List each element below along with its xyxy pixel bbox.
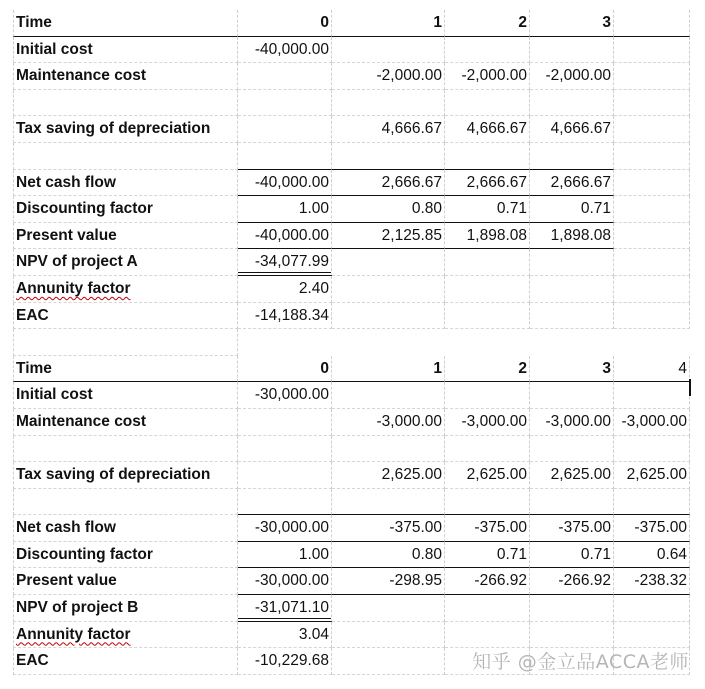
value-cell[interactable]: -2,000.00 [530,63,614,90]
value-cell[interactable]: -10,229.68 [238,648,332,675]
value-cell[interactable] [445,90,530,117]
table-row [13,489,690,516]
value-cell[interactable] [238,143,332,170]
table-row [13,542,690,569]
table-row [13,249,690,276]
table-row [13,37,690,64]
value-cell[interactable]: 1,898.08 [445,223,530,250]
header-label-cell[interactable]: Time [13,10,238,37]
value-cell[interactable]: 0.80 [332,196,445,223]
row-label-cell[interactable]: Initial cost [13,382,238,409]
period-header-cell[interactable]: 1 [332,356,445,383]
value-cell[interactable]: -375.00 [530,515,614,542]
value-cell[interactable] [238,116,332,143]
value-cell[interactable]: -30,000.00 [238,568,332,595]
value-cell[interactable]: -3,000.00 [445,409,530,436]
value-cell[interactable] [332,90,445,117]
value-cell[interactable] [238,90,332,117]
value-cell[interactable]: 1.00 [238,542,332,569]
value-cell[interactable] [445,276,530,303]
value-cell[interactable] [614,382,690,409]
value-cell[interactable] [332,37,445,64]
row-label-cell[interactable] [13,622,238,649]
value-cell[interactable] [614,249,690,276]
table-row [13,223,690,250]
period-header-cell[interactable]: 0 [238,10,332,37]
value-cell[interactable] [445,595,530,622]
value-cell[interactable]: -30,000.00 [238,382,332,409]
spellcheck-underlined-text: Annunity factor [16,279,131,297]
value-cell[interactable] [530,90,614,117]
spellcheck-underlined-text: Annunity factor [16,625,131,643]
value-cell[interactable] [530,436,614,463]
value-cell[interactable] [445,143,530,170]
row-label-cell[interactable]: Net cash flow [13,170,238,197]
table-row [13,462,690,489]
value-cell[interactable] [614,223,690,250]
row-label-cell[interactable]: Initial cost [13,37,238,64]
row-label-cell[interactable]: NPV of project A [13,249,238,276]
value-cell[interactable] [445,303,530,330]
row-label-cell[interactable]: Present value [13,223,238,250]
value-cell[interactable]: 2,666.67 [332,170,445,197]
text-cursor [689,379,691,396]
value-cell[interactable] [614,196,690,223]
value-cell[interactable] [614,63,690,90]
value-cell[interactable]: 2.40 [238,276,332,303]
value-cell[interactable] [530,249,614,276]
row-label-cell[interactable]: Maintenance cost [13,63,238,90]
value-cell[interactable] [445,249,530,276]
value-cell[interactable] [530,622,614,649]
value-cell[interactable]: 2,625.00 [445,462,530,489]
value-cell[interactable]: -375.00 [332,515,445,542]
value-cell[interactable]: 2,666.67 [530,170,614,197]
period-header-cell[interactable]: 3 [530,10,614,37]
value-cell[interactable]: 0.71 [445,542,530,569]
value-cell[interactable] [614,90,690,117]
row-label-cell[interactable]: Tax saving of depreciation [13,116,238,143]
value-cell[interactable]: -40,000.00 [238,223,332,250]
table-row [13,116,690,143]
value-cell[interactable]: -238.32 [614,568,690,595]
value-cell[interactable]: 0.71 [530,196,614,223]
value-cell[interactable]: -3,000.00 [332,409,445,436]
value-cell[interactable] [445,622,530,649]
value-cell[interactable] [238,489,332,516]
period-header-cell[interactable]: 3 [530,356,614,383]
row-label-cell[interactable]: NPV of project B [13,595,238,622]
value-cell[interactable] [614,143,690,170]
table-row [13,196,690,223]
row-label-cell[interactable]: Net cash flow [13,515,238,542]
value-cell[interactable]: -34,077.99 [238,249,332,276]
row-label-cell[interactable]: Discounting factor [13,196,238,223]
value-cell[interactable]: -266.92 [445,568,530,595]
value-cell[interactable]: 4,666.67 [530,116,614,143]
value-cell[interactable] [530,382,614,409]
row-label-cell[interactable] [13,276,238,303]
value-cell[interactable] [332,436,445,463]
table-row [13,568,690,595]
table-row [13,143,690,170]
value-cell[interactable] [445,436,530,463]
value-cell[interactable]: 0.64 [614,542,690,569]
row-label-cell[interactable]: Discounting factor [13,542,238,569]
row-label-cell[interactable]: EAC [13,648,238,675]
value-cell[interactable] [614,170,690,197]
period-header-cell[interactable]: 1 [332,10,445,37]
value-cell[interactable] [614,116,690,143]
value-cell[interactable]: 0.80 [332,542,445,569]
value-cell[interactable] [614,436,690,463]
value-cell[interactable]: -375.00 [614,515,690,542]
value-cell[interactable]: -3,000.00 [530,409,614,436]
value-cell[interactable]: 4,666.67 [445,116,530,143]
value-cell[interactable] [238,436,332,463]
period-header-cell[interactable]: 4 [614,356,690,383]
value-cell[interactable] [530,303,614,330]
value-cell[interactable]: -298.95 [332,568,445,595]
value-cell[interactable]: -31,071.10 [238,595,332,622]
table-row [13,515,690,542]
value-cell[interactable]: 2,625.00 [614,462,690,489]
row-label-cell[interactable]: Maintenance cost [13,409,238,436]
value-cell[interactable]: -375.00 [445,515,530,542]
value-cell[interactable]: 2,625.00 [530,462,614,489]
value-cell[interactable]: -2,000.00 [445,63,530,90]
value-cell[interactable] [530,489,614,516]
value-cell[interactable]: -40,000.00 [238,170,332,197]
header-label-cell[interactable]: Time [13,356,238,383]
value-cell[interactable] [614,489,690,516]
period-header-cell[interactable]: 0 [238,356,332,383]
row-label-cell[interactable] [13,143,238,170]
value-cell[interactable]: -40,000.00 [238,37,332,64]
value-cell[interactable]: -30,000.00 [238,515,332,542]
value-cell[interactable]: -2,000.00 [332,63,445,90]
row-label-cell[interactable]: Tax saving of depreciation [13,462,238,489]
value-cell[interactable] [445,382,530,409]
value-cell[interactable] [445,489,530,516]
value-cell[interactable] [530,276,614,303]
value-cell[interactable] [332,249,445,276]
table-row [13,90,690,117]
value-cell[interactable]: -14,188.34 [238,303,332,330]
value-cell[interactable]: 0.71 [530,542,614,569]
row-label-cell[interactable]: EAC [13,303,238,330]
spreadsheet [13,10,690,675]
value-cell[interactable] [238,409,332,436]
row-label-cell[interactable] [13,436,238,463]
value-cell[interactable] [332,489,445,516]
watermark: 知乎 @金立品ACCA老师 [472,651,689,673]
table-row [13,436,690,463]
value-cell[interactable] [332,276,445,303]
value-cell[interactable] [238,63,332,90]
table-row [13,63,690,90]
value-cell[interactable]: -3,000.00 [614,409,690,436]
value-cell[interactable]: 0.71 [445,196,530,223]
value-cell[interactable] [614,595,690,622]
value-cell[interactable]: -266.92 [530,568,614,595]
row-label-cell[interactable]: Present value [13,568,238,595]
project-b-header-row [13,356,690,383]
value-cell[interactable] [445,37,530,64]
value-cell[interactable]: 2,125.85 [332,223,445,250]
table-row [13,382,690,409]
value-cell[interactable] [530,143,614,170]
value-cell[interactable] [332,595,445,622]
value-cell[interactable] [614,622,690,649]
table-row [13,595,690,622]
value-cell[interactable] [332,303,445,330]
row-label-cell[interactable] [13,489,238,516]
value-cell[interactable]: 1,898.08 [530,223,614,250]
value-cell[interactable] [332,143,445,170]
value-cell[interactable] [332,382,445,409]
value-cell[interactable] [614,303,690,330]
row-label-cell[interactable] [13,90,238,117]
table-row [13,303,690,330]
value-cell[interactable] [238,462,332,489]
spacer-row [13,329,690,356]
period-header-cell[interactable] [614,10,690,37]
period-header-cell[interactable]: 2 [445,10,530,37]
value-cell[interactable]: 2,666.67 [445,170,530,197]
value-cell[interactable] [332,622,445,649]
table-row [13,276,690,303]
value-cell[interactable] [332,648,445,675]
value-cell[interactable]: 3.04 [238,622,332,649]
value-cell[interactable] [614,276,690,303]
value-cell[interactable]: 4,666.67 [332,116,445,143]
table-row [13,409,690,436]
table-row [13,622,690,649]
value-cell[interactable] [614,37,690,64]
value-cell[interactable] [530,595,614,622]
project-a-header-row [13,10,690,37]
value-cell[interactable]: 2,625.00 [332,462,445,489]
table-row [13,170,690,197]
period-header-cell[interactable]: 2 [445,356,530,383]
value-cell[interactable]: 1.00 [238,196,332,223]
value-cell[interactable] [530,37,614,64]
